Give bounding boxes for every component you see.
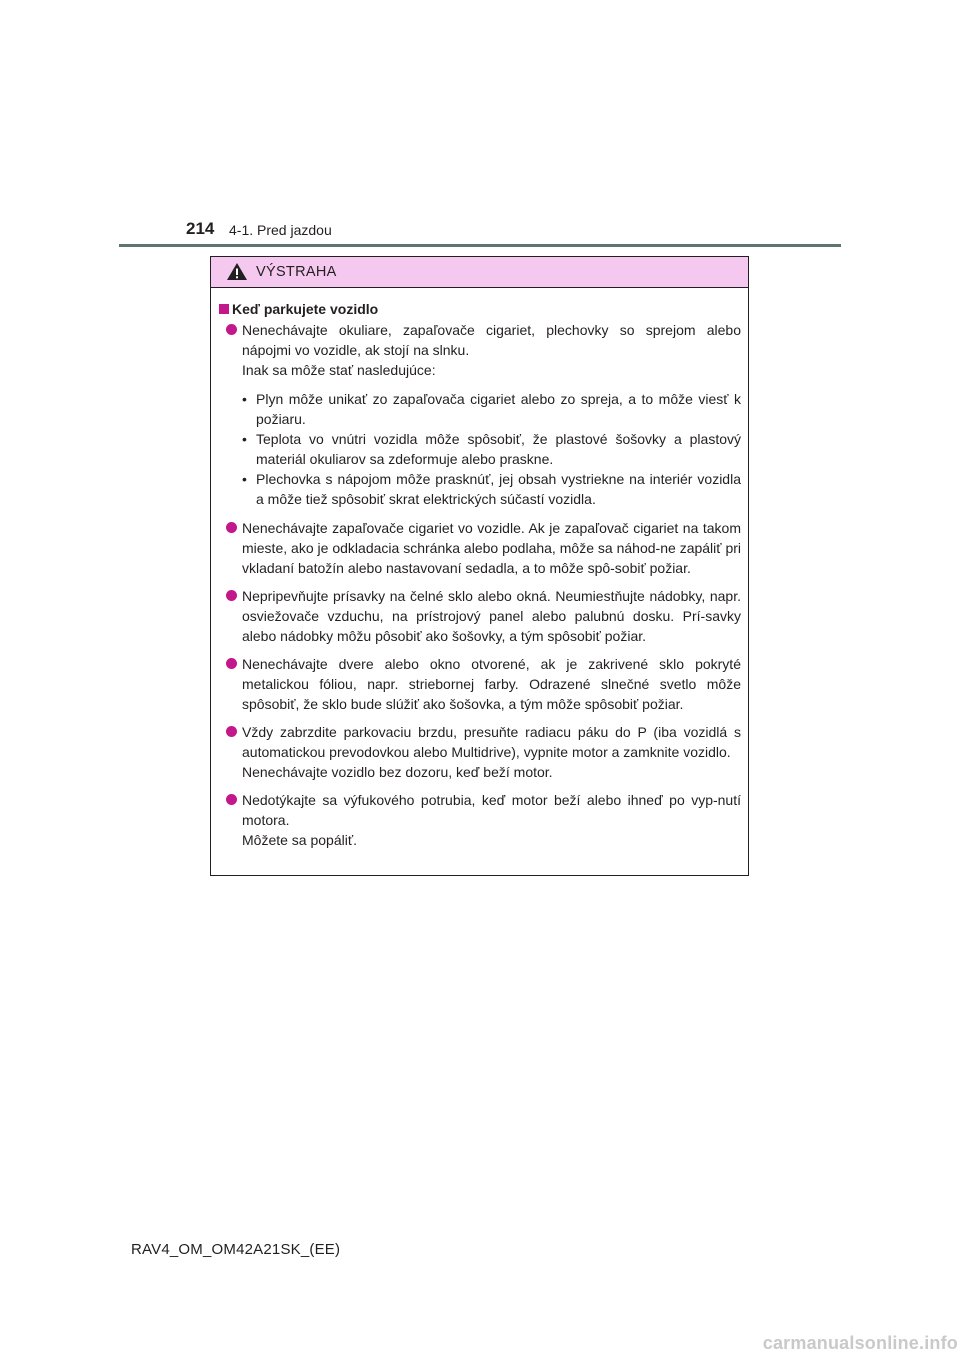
list-item <box>219 518 741 578</box>
item-extra: Inak sa môže stať nasledujúce: <box>242 362 436 378</box>
item-text: Nenechávajte zapaľovače cigariet vo vozidle. Ak je zapaľovač cigariet na takom mieste, ako je odkladacia schránka alebo podlaha, môže sa náhod-ne zapáliť pri vkladaní batožín alebo nastavovaní sedadla, a to môže spô-sobiť požiar. <box>242 520 741 576</box>
dot-bullet-icon: • <box>242 391 247 407</box>
circle-bullet-icon <box>226 726 237 737</box>
page-number: 214 <box>186 219 215 238</box>
subheading-text: Keď parkujete vozidlo <box>232 301 379 317</box>
header-divider <box>119 244 841 247</box>
circle-bullet-icon <box>226 794 237 805</box>
list-item <box>219 320 741 509</box>
square-bullet-icon <box>219 304 229 314</box>
warning-triangle-icon <box>226 262 248 281</box>
section-title: 4-1. Pred jazdou <box>229 222 332 238</box>
list-item <box>219 586 741 646</box>
dot-bullet-icon: • <box>242 431 247 447</box>
item-text: Nedotýkajte sa výfukového potrubia, keď motor beží alebo ihneď po vyp-nutí motora. <box>242 792 741 828</box>
circle-bullet-icon <box>226 324 237 335</box>
warning-items <box>219 320 741 850</box>
list-item <box>219 722 741 782</box>
warning-box <box>210 256 749 876</box>
watermark: carmanualsonline.info <box>762 1333 958 1353</box>
list-item <box>219 654 741 714</box>
warning-title: VÝSTRAHA <box>256 264 337 280</box>
item-text: Vždy zabrzdite parkovaciu brzdu, presuňte radiacu páku do P (iba vozidlá s automatickou prevodovkou alebo Multidrive), vypnite motor a zamknite vozidlo. <box>242 724 741 760</box>
sub-item-text: Teplota vo vnútri vozidla môže spôsobiť, že plastové šošovky a plastový materiál okuliarov sa zdeformuje alebo praskne. <box>256 431 741 467</box>
sub-item-text: Plechovka s nápojom môže prasknúť, jej obsah vystriekne na interiér vozidla a môže tiež spôsobiť skrat elektrických súčastí vozidla. <box>256 471 741 507</box>
circle-bullet-icon <box>226 658 237 669</box>
item-text: Nenechávajte okuliare, zapaľovače cigariet, plechovky so sprejom alebo nápojmi vo vozidle, ak stojí na slnku. <box>242 322 741 358</box>
sub-list <box>242 389 741 509</box>
subheading <box>219 299 741 319</box>
document-code: RAV4_OM_OM42A21SK_(EE) <box>131 1241 341 1258</box>
item-extra: Nenechávajte vozidlo bez dozoru, keď beží motor. <box>242 764 553 780</box>
circle-bullet-icon <box>226 590 237 601</box>
circle-bullet-icon <box>226 522 237 533</box>
warning-header <box>211 257 748 288</box>
sub-list-item <box>242 389 741 429</box>
sub-list-item <box>242 429 741 469</box>
warning-body <box>211 288 748 850</box>
item-text: Nenechávajte dvere alebo okno otvorené, ak je zakrivené sklo pokryté metalickou fóliou, napr. striebornej farby. Odrazené slnečné svetlo môže spôsobiť, že sklo bude slúžiť ako šošovka, a tým môže spôsobiť požiar. <box>242 656 741 712</box>
item-text: Nepripevňujte prísavky na čelné sklo alebo okná. Neumiestňujte nádobky, napr. osviežovače vzduchu, na prístrojový panel alebo palubnú dosku. Prí-savky alebo nádobky môžu pôsobiť ako šošovky, a tým spôsobiť požiar. <box>242 588 741 644</box>
item-extra: Môžete sa popáliť. <box>242 832 357 848</box>
dot-bullet-icon: • <box>242 471 247 487</box>
sub-item-text: Plyn môže unikať zo zapaľovača cigariet alebo zo spreja, a to môže viesť k požiaru. <box>256 391 741 427</box>
sub-list-item <box>242 469 741 509</box>
list-item <box>219 790 741 850</box>
